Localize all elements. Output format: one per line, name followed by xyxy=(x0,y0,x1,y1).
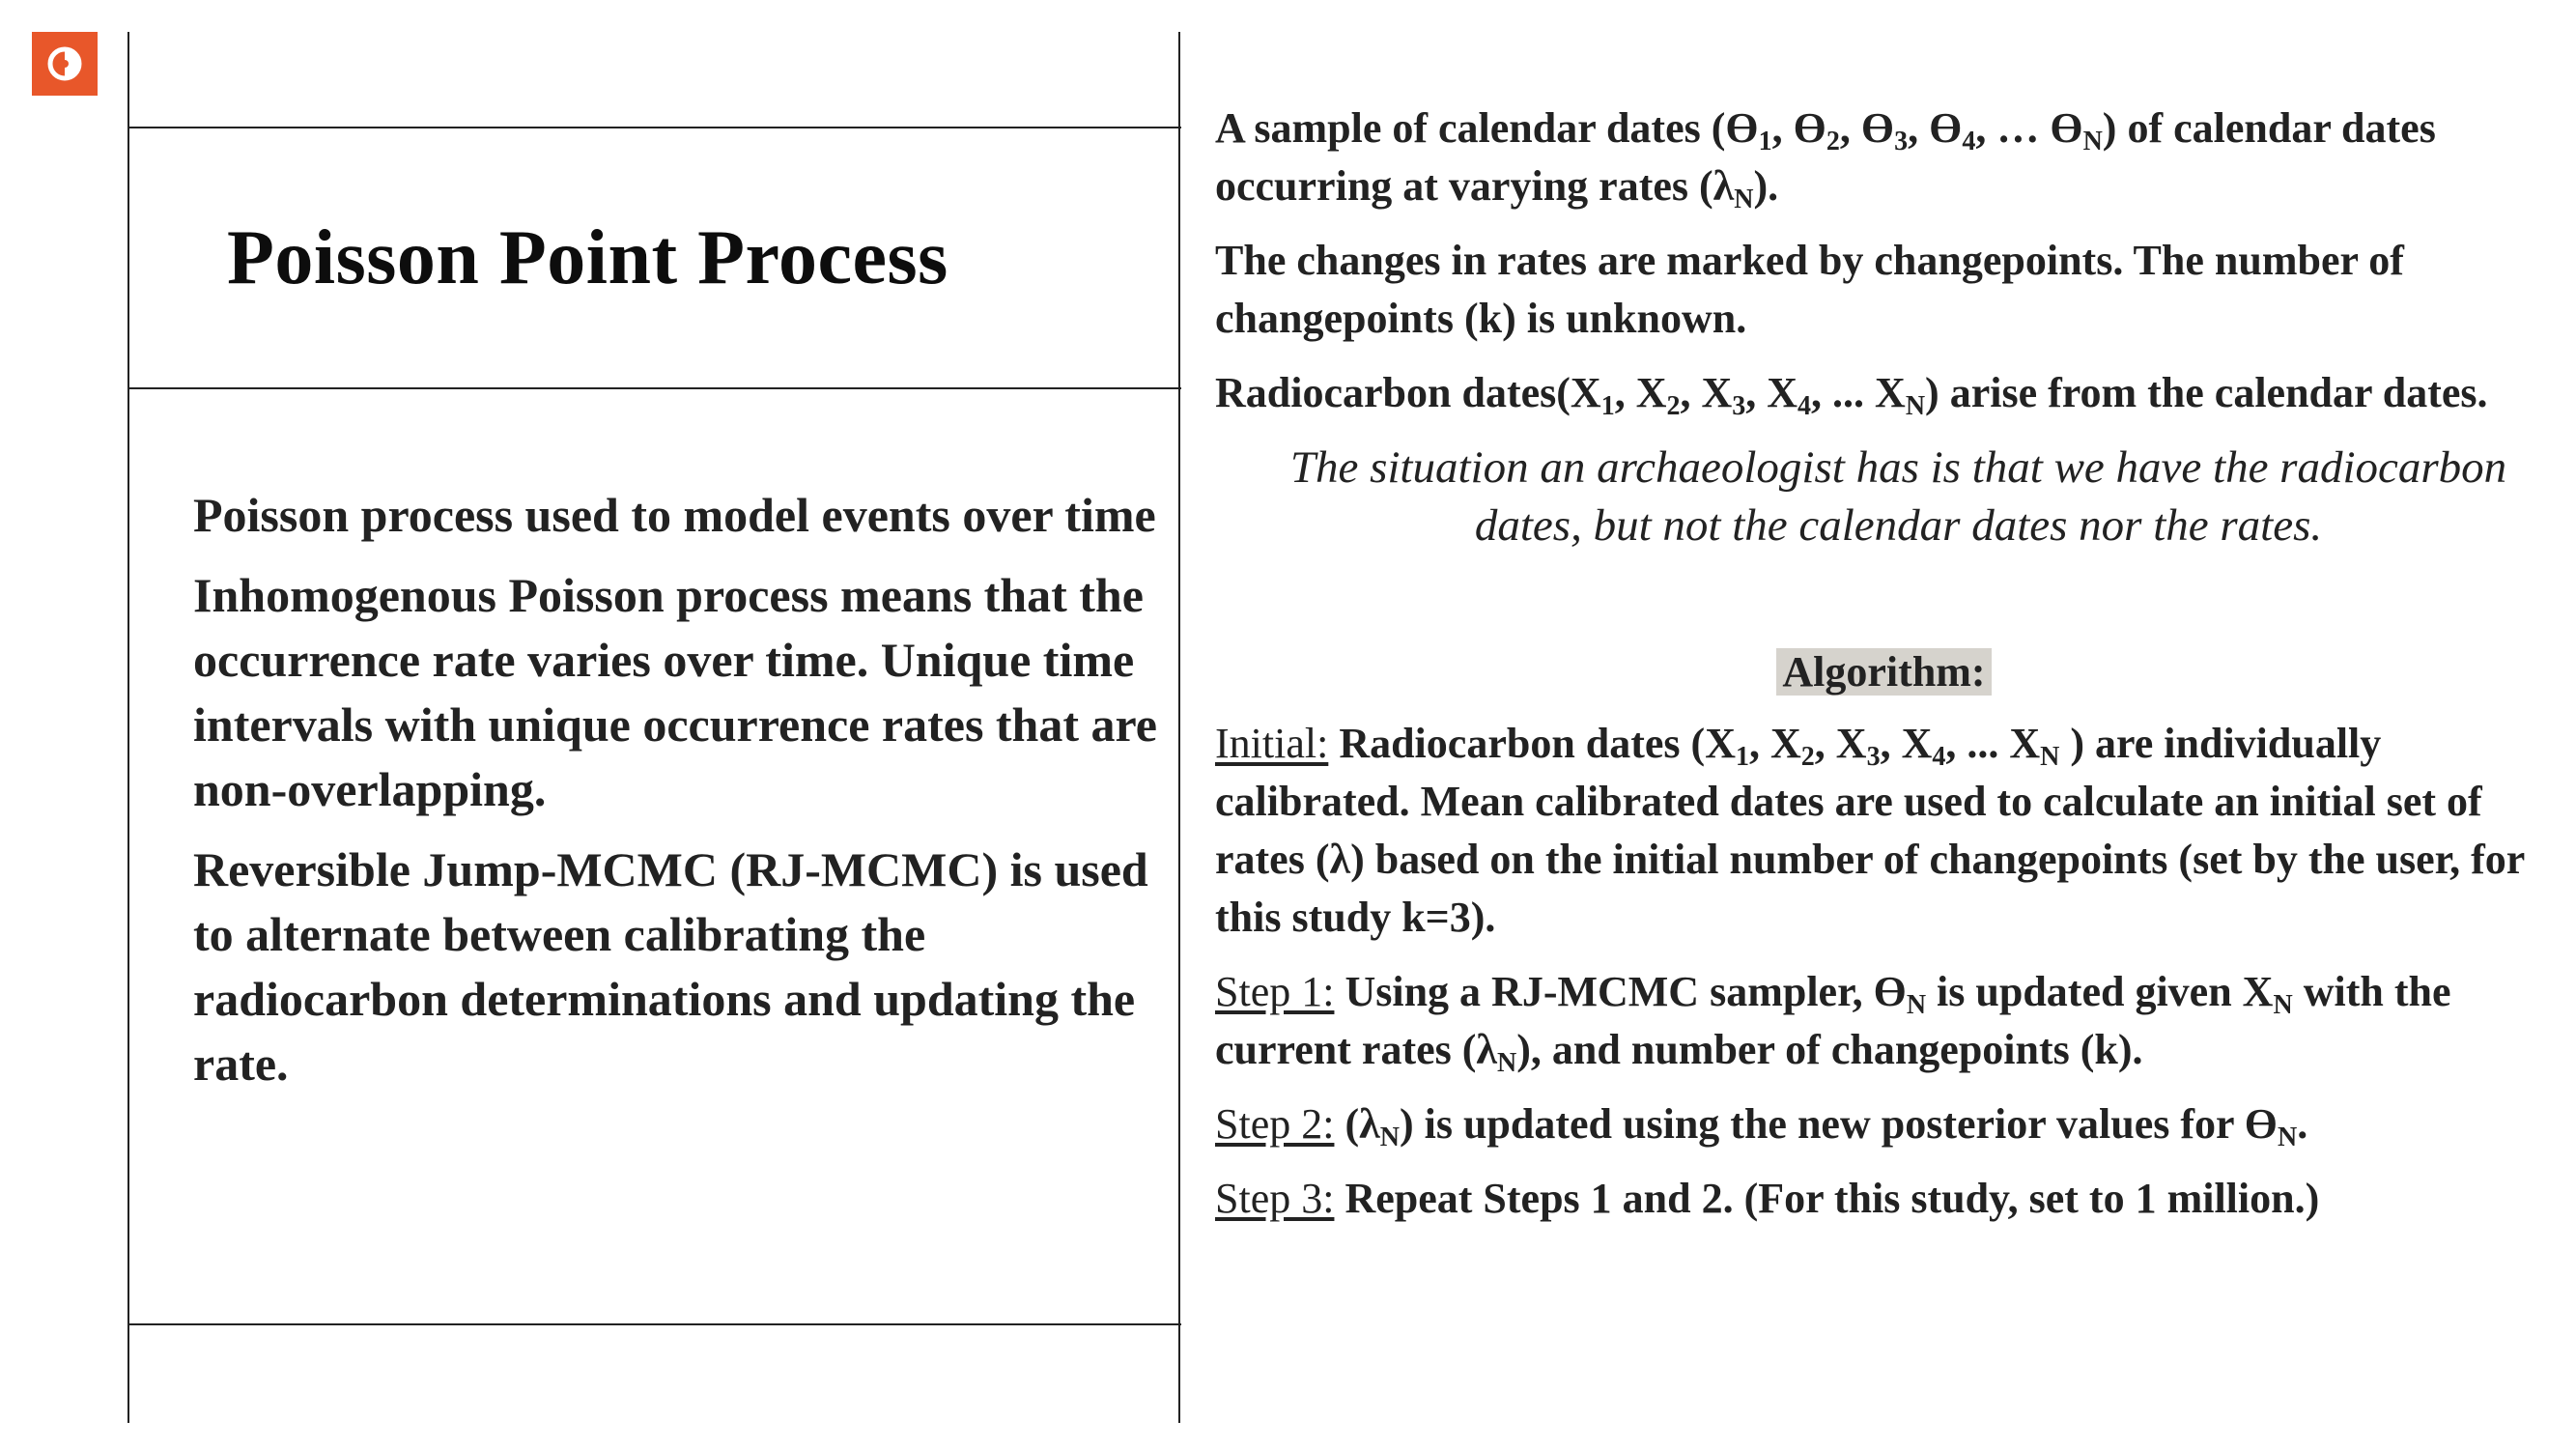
left-paragraph-3: Reversible Jump-MCMC (RJ-MCMC) is used to alternate between calibrating the radiocarbon determinations and updating the rate. xyxy=(193,842,1148,1091)
step-2: Step 2: $(\lambda_N)$ is updated using the new posterior values for $ϴ_N$. xyxy=(1215,1100,2308,1152)
step-initial: Initial: Radiocarbon dates ($X_1$, $X_2$, $X_3$, $X_4$, ... $X_N$ ) are individually calibrated. Mean calibrated dates are used to calculate an initial set of rates (λ) based on the initial number of changepoints (set by the user, for this study k=3). xyxy=(1215,720,2525,941)
changepoints-paragraph: The changes in rates are marked by changepoints. The number of changepoints (k) is unknown. xyxy=(1215,237,2404,342)
step-1: Step 1: Using a RJ-MCMC sampler, $ϴ_N$ is updated given $X_N$ with the current rates $(\lambda_N)$, and number of changepoints (k). xyxy=(1215,968,2451,1078)
calendar-dates-paragraph: A sample of calendar dates ($ϴ_1$, $ϴ_2$, $ϴ_3$, $ϴ_4$, … $ϴ_N$) of calendar dates occurring at varying rates $(\lambda_N)$. xyxy=(1215,104,2436,214)
left-paragraph-1: Poisson process used to model events over time xyxy=(193,488,1156,542)
logo-badge xyxy=(32,32,98,96)
left-border-line xyxy=(127,32,129,1423)
archaeologist-note: The situation an archaeologist has is that we have the radiocarbon dates, but not the calendar dates nor the rates. xyxy=(1289,442,2507,551)
left-paragraph-2: Inhomogenous Poisson process means that the occurrence rate varies over time. Unique time intervals with unique occurrence rates that are non-overlapping. xyxy=(193,568,1157,816)
column-divider-line xyxy=(1178,32,1180,1423)
step-initial-label: Initial: xyxy=(1215,720,1329,767)
content-bottom-rule xyxy=(128,1323,1181,1325)
step-1-label: Step 1: xyxy=(1215,968,1335,1015)
page-title: Poisson Point Process xyxy=(227,215,948,300)
title-top-rule xyxy=(128,127,1181,128)
algorithm-heading-row xyxy=(1215,643,2553,701)
algorithm-heading: Algorithm: xyxy=(1776,648,1991,696)
radiocarbon-paragraph: Radiocarbon $dates(X_1$, $X_2$, $X_3$, $X_4$, ... $X_N$) arise from the calendar dates. xyxy=(1215,369,2488,421)
step-3-label: Step 3: xyxy=(1215,1175,1335,1222)
title-bottom-rule xyxy=(128,387,1181,389)
step-3: Step 3: Repeat Steps 1 and 2. (For this study, set to 1 million.) xyxy=(1215,1175,2320,1222)
step-2-label: Step 2: xyxy=(1215,1100,1335,1148)
left-column xyxy=(193,483,1169,1112)
logo-icon xyxy=(45,44,84,83)
right-column xyxy=(1215,99,2553,1244)
